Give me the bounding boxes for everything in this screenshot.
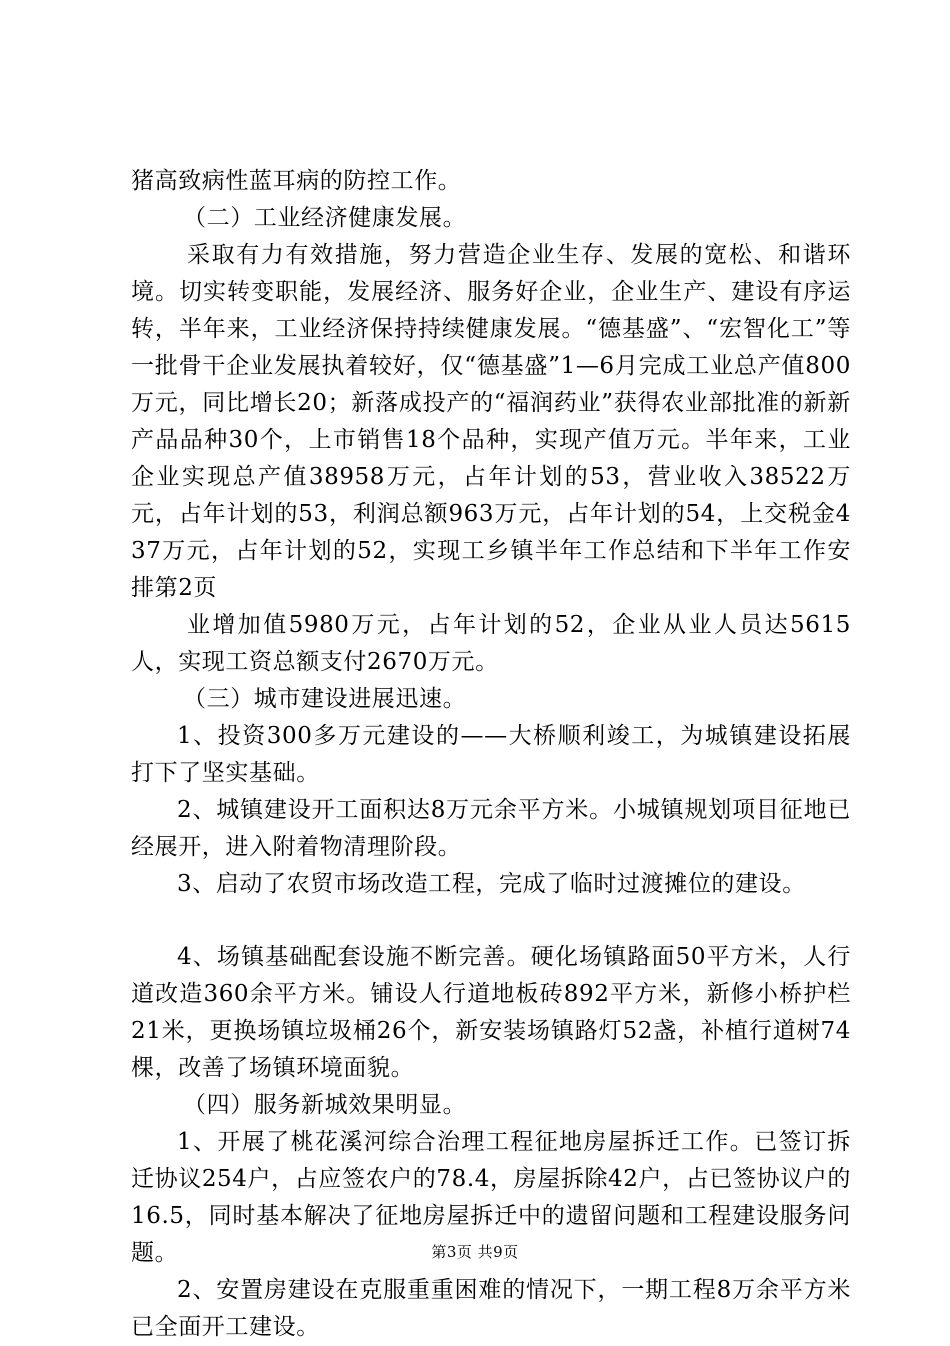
paragraph-industry: 采取有力有效措施，努力营造企业生存、发展的宽松、和谐环境。切实转变职能，发展经济、服务好企业，企业生产、建设有序运转，半年来，工业经济保持持续健康发展。“德基盛”、“宏智化工”等一批骨干企业发展执着较好，仅“德基盛”1—6月完成工业总产值800万元，同比增长20；新落成投产的“福润药业”获得农业部批准的新新产品品种30个，上市销售18个品种，实现产值万元。半年来，工业企业实现总产值38958万元，占年计划的53，营业收入38522万元，占年计划的53，利润总额963万元，占年计划的54，上交税金437万元，占年计划的52，实现工乡镇半年工作总结和下半年工作安排第2页 [131, 242, 851, 601]
section-heading-2: （二）工业经济健康发展。 [183, 205, 467, 231]
list-item-newcity-1: 1、开展了桃花溪河综合治理工程征地房屋拆迁工作。已签订拆迁协议254户，占应签农户的78.4，房屋拆除42户，占已签协议户的16.5，同时基本解决了征地房屋拆迁中的遗留问题和工程建设服务问题。 [131, 1129, 851, 1266]
paragraph-industry-cont: 业增加值5980万元，占年计划的52，企业从业人员达5615人，实现工资总额支付2670万元。 [131, 612, 851, 675]
section-heading-3: （三）城市建设进展迅速。 [183, 686, 467, 712]
paragraph-1: 猪高致病性蓝耳病的防控工作。 [131, 168, 462, 194]
list-item-city-3: 3、启动了农贸市场改造工程，完成了临时过渡摊位的建设。 [177, 871, 806, 897]
paragraph-gap [131, 903, 851, 939]
list-item-city-4: 4、场镇基础配套设施不断完善。硬化场镇路面50平方米，人行道改造360余平方米。铺设人行道地板砖892平方米，新修小桥护栏21米，更换场镇垃圾桶26个，新安装场镇路灯52盏，补植行道树74棵，改善了场镇环境面貌。 [131, 944, 851, 1081]
list-item-city-2: 2、城镇建设开工面积达8万元余平方米。小城镇规划项目征地已经展开，进入附着物清理阶段。 [131, 797, 851, 860]
list-item-city-1: 1、投资300多万元建设的——大桥顺利竣工，为城镇建设拓展打下了坚实基础。 [131, 723, 851, 786]
page-footer: 第3页 共9页 [431, 1243, 519, 1261]
list-item-newcity-2: 2、安置房建设在克服重重困难的情况下，一期工程8万余平方米已全面开工建设。 [131, 1277, 851, 1340]
document-body [131, 163, 851, 1346]
section-heading-4: （四）服务新城效果明显。 [183, 1092, 467, 1118]
